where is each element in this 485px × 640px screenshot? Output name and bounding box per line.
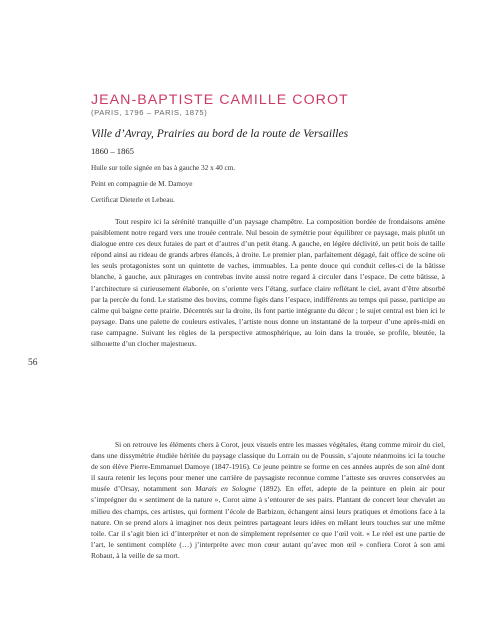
artwork-certificate: Certificat Dieterle et Lebeau.	[91, 196, 175, 204]
paragraph-2-text-end: (1892). En effet, adepte de la peinture en plein air pour s’imprégner du « sentiment de la nature », Corot aime à s’entourer de ses pairs. Plantant de concert leur chevalet au milieu des champs, ces artistes, qui forment l’école de Barbizon, échangent ainsi leurs pratiques et émotions face à la nature. On se prend alors à imaginer nos deux peintres partageant leurs idées en mêlant leurs touches sur une même toile. Car il s’agit bien ici d’interpréter et non de simplement représenter ce que l’œil voit. « Le réel est une partie de l’art, le sentiment complète (…) j’interprète avec mon cœur autant qu’avec mon œil » confiera Corot à son ami Robaut, à la veille de sa mort.	[91, 484, 445, 560]
artwork-medium: Huile sur toile signée en bas à gauche 32 x 40 cm.	[91, 164, 236, 172]
artist-name: JEAN-BAPTISTE CAMILLE COROT	[91, 92, 349, 108]
body-paragraph-2	[91, 439, 445, 561]
artwork-reference-title: Marais en Sologne	[195, 484, 256, 494]
paragraph-2-text-start: Si on retrouve les éléments chers à Corot, jeux visuels entre les masses végétales, étang comme miroir du ciel, dans une dissymétrie étudiée héritée du paysage classique du Lorrain ou de Poussin, s’ajoute néanmoins ici la touche de son élève Pierre-Emmanuel Damoye (1847-1916). Ce jeune peintre se forme en ces années auprès de son aîné dont il saura retenir les leçons pour mener une carrière de paysagiste reconnue comme l’atteste ses œuvres conservées au musée d’Orsay, notamment son	[91, 440, 445, 494]
body-paragraph-1: Tout respire ici la sérénité tranquille d’un paysage champêtre. La composition bordée de frondaisons amène paisiblement notre regard vers une trouée centrale. Nul besoin de symétrie pour équilibrer ce paysage, mais plutôt un dialogue entre ces deux futaies de part et d’autres d’un petit étang. A gauche, en légère déclivité, un petit bois de taille répond ainsi au rideau de grands arbres élancés, à droite. Le premier plan, parfaitement dégagé, fait office de scène où les seuls protagonistes sont un quintette de vaches, immuables. La pente douce qui conduit celles-ci de la bâtisse blanche, à gauche, aux pâturages en contrebas invite aussi notre regard à circuler dans l’espace. De cette bâtisse, à l’architecture si curieusement élaborée, on s’oriente vers l’étang, surface claire reflétant le ciel, avant d’être absorbé par la percée du fond. Le statisme des bovins, comme figés dans l’espace, indifférents au temps qui passe, participe au calme qui baigne cette prairie. Décentrés sur la droite, ils font partie intégrante du décor ; le sujet central est bien ici le paysage. Dans une palette de couleurs estivales, l’artiste nous donne un instantané de la torpeur d’une après-midi en rase campagne. Suivant les règles de la perspective atmosphérique, au loin dans la trouée, se profile, bleutée, la silhouette d’un clocher majestueux.	[91, 217, 445, 349]
artwork-collaboration: Peint en compagnie de M. Damoye	[91, 180, 193, 188]
artist-life-dates: (PARIS, 1796 – PARIS, 1875)	[91, 108, 208, 117]
artwork-year: 1860 – 1865	[91, 146, 134, 156]
page-number: 56	[28, 358, 38, 368]
artwork-title: Ville d’Avray, Prairies au bord de la route de Versailles	[91, 127, 349, 140]
